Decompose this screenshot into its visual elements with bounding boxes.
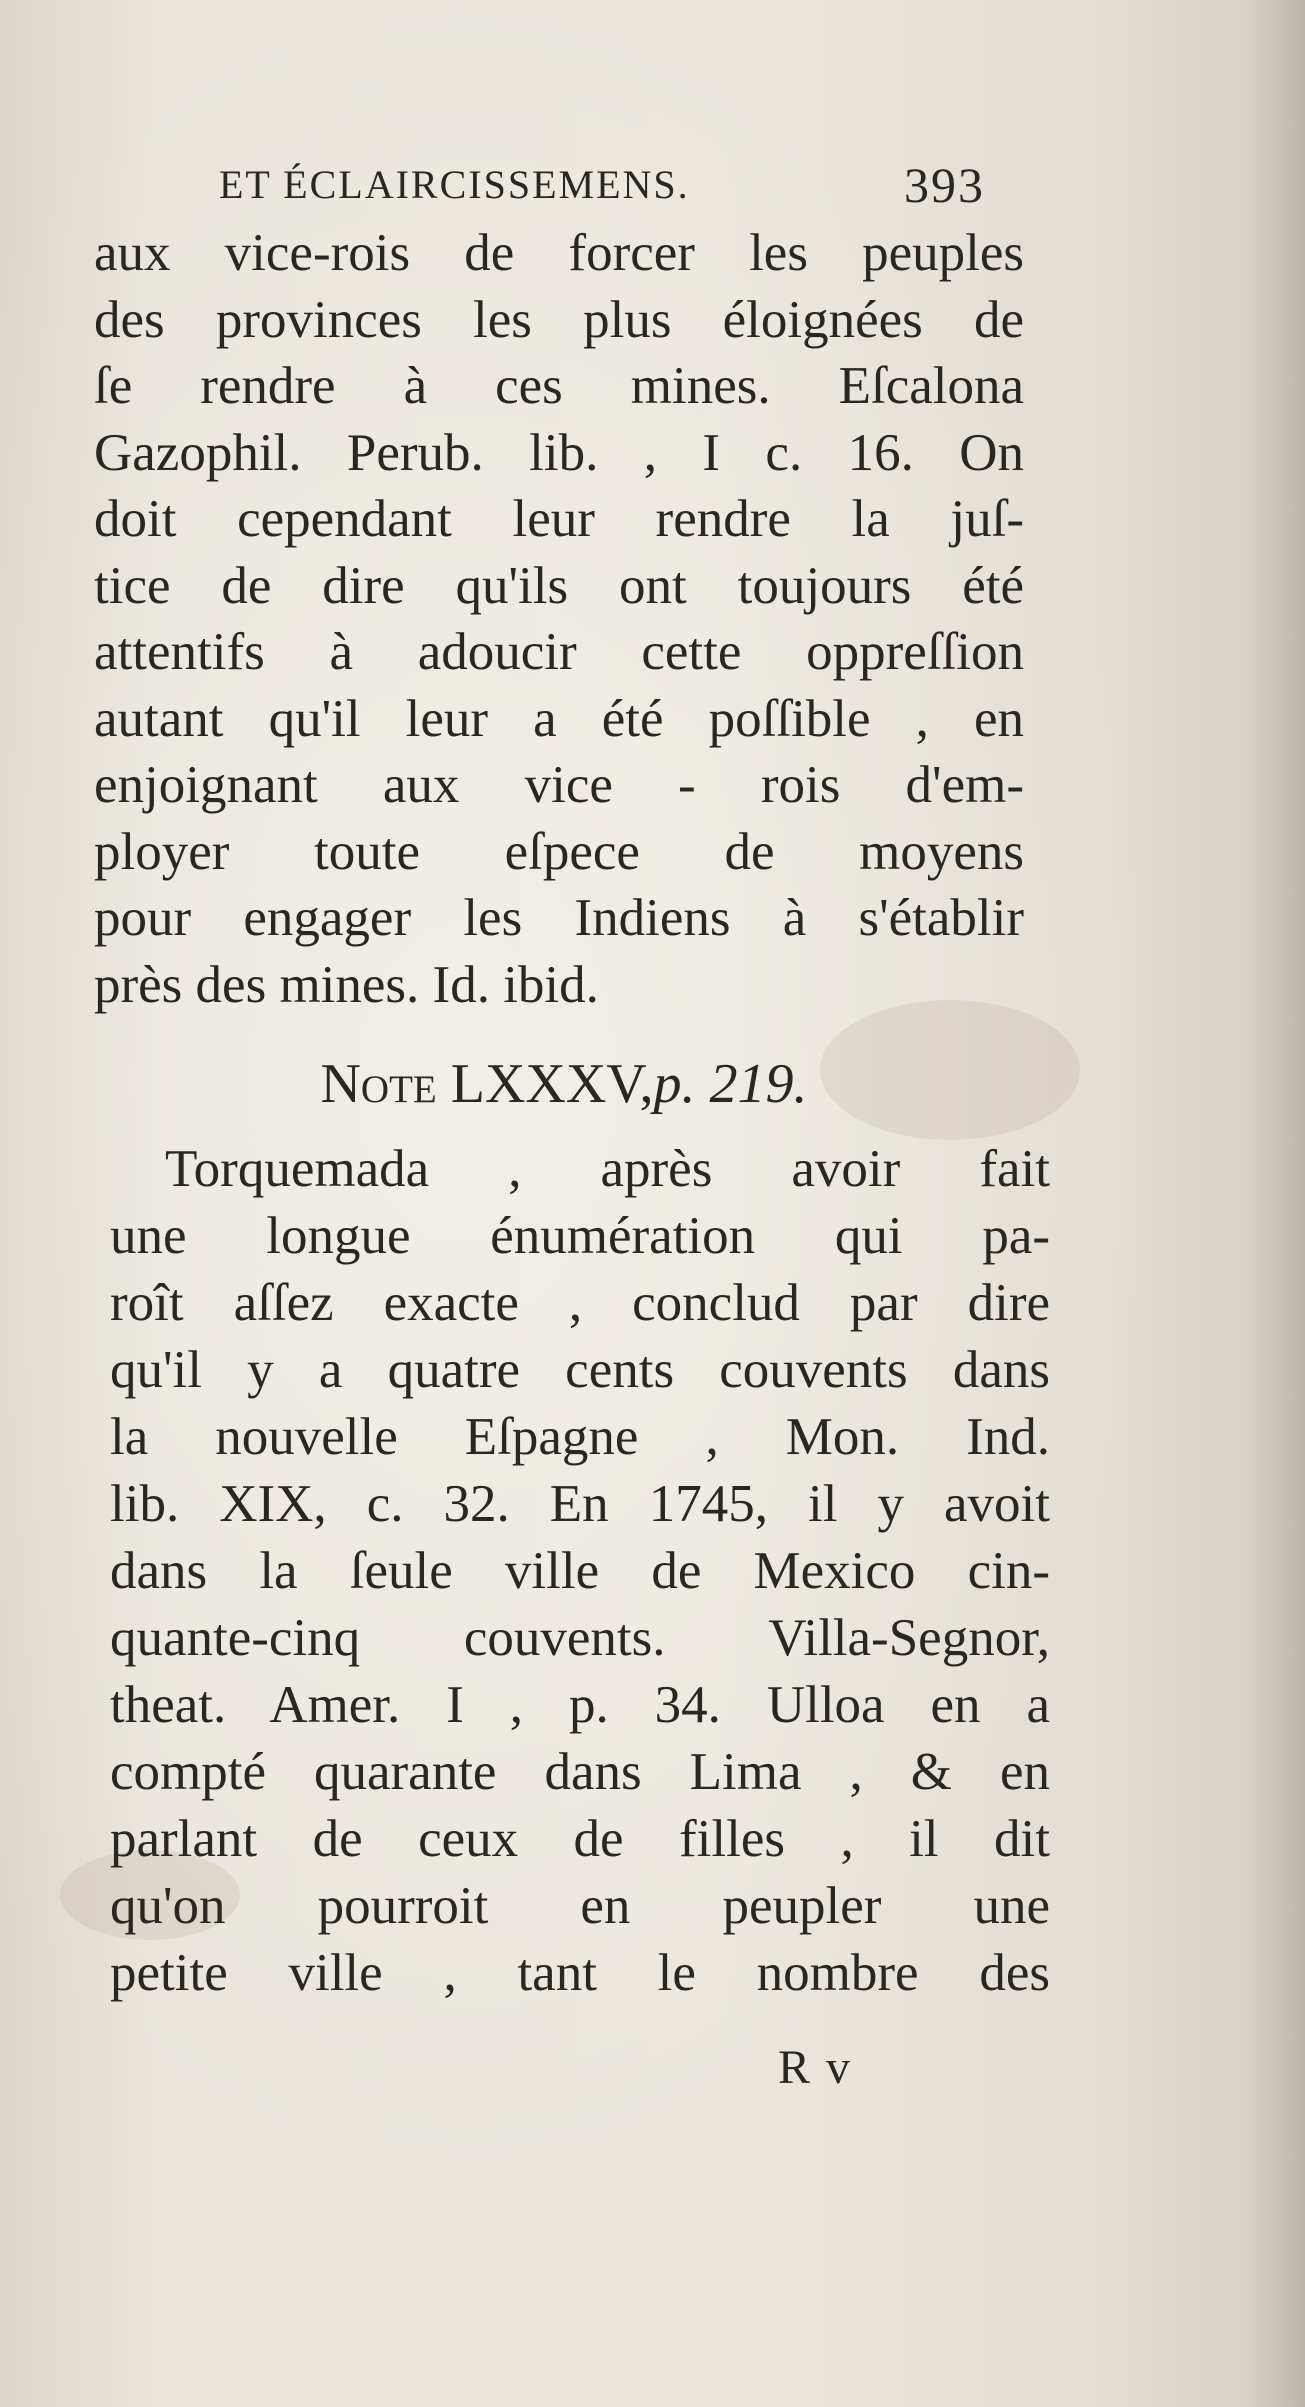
text-line: lib. XIX, c. 32. En 1745, il y avoit (110, 1475, 1050, 1533)
text-line: Torquemada , après avoir fait (165, 1140, 1050, 1198)
text-line: doit cependant leur rendre la juſ- (94, 490, 1024, 548)
text-line: compté quarante dans Lima , & en (110, 1743, 1050, 1801)
text-line: des provinces les plus éloignées de (94, 290, 1024, 349)
note-heading (164, 1038, 964, 1130)
text-line: ployer toute eſpece de moyens (94, 822, 1024, 881)
text-line: qu'il y a quatre cents couvents dans (110, 1341, 1050, 1399)
text-line: theat. Amer. I , p. 34. Ulloa en a (110, 1676, 1050, 1734)
note-number: LXXXV, (450, 1053, 654, 1115)
page-edge-shadow (1245, 0, 1305, 2407)
text-line: dans la ſeule ville de Mexico cin- (110, 1542, 1050, 1600)
text-line: autant qu'il leur a été poſſible , en (94, 689, 1024, 748)
text-line: attentifs à adoucir cette oppreſſion (94, 623, 1024, 681)
text-line: pour engager les Indiens à s'établir (94, 889, 1024, 947)
running-header (94, 150, 1024, 220)
text-line: enjoignant aux vice - rois d'em- (94, 756, 1024, 814)
text-line: une longue énumération qui pa- (110, 1207, 1050, 1265)
text-line: parlant de ceux de filles , il dit (110, 1810, 1050, 1868)
paragraph-2 (110, 1136, 1050, 2007)
text-line: ſe rendre à ces mines. Eſcalona (94, 357, 1024, 415)
text-line: la nouvelle Eſpagne , Mon. Ind. (110, 1408, 1050, 1466)
text-line: tice de dire qu'ils ont toujours été (94, 556, 1024, 615)
signature-mark: R v (778, 2041, 853, 2094)
running-title: ET ÉCLAIRCISSEMENS. (219, 162, 690, 207)
page-number: 393 (904, 157, 985, 213)
spacer (94, 1018, 1024, 1038)
text-line: Gazophil. Perub. lib. , I c. 16. On (94, 423, 1024, 482)
text-line: aux vice-rois de forcer les peuples (94, 224, 1024, 282)
note-label: Note (320, 1053, 437, 1115)
note-page-ref: p. 219. (653, 1053, 808, 1115)
text-block (94, 150, 1050, 2007)
text-line: petite ville , tant le nombre des (110, 1944, 1050, 2002)
text-line: quante-cinq couvents. Villa-Segnor, (110, 1609, 1050, 1667)
text-line: qu'on pourroit en peupler une (110, 1877, 1050, 1935)
text-line: près des mines. Id. ibid. (94, 955, 599, 1014)
text-line: roît aſſez exacte , conclud par dire (110, 1274, 1050, 1332)
paragraph-1 (94, 220, 1024, 1018)
